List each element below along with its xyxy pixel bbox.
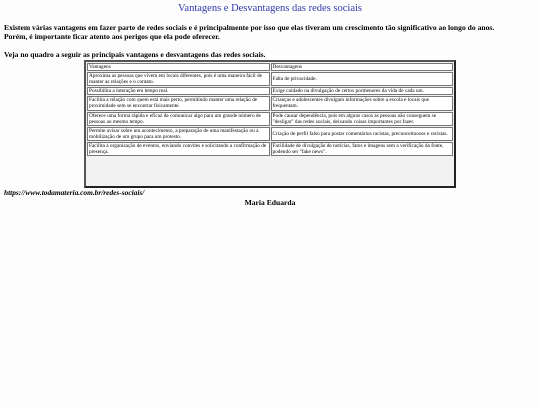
comparison-table-frame	[84, 60, 456, 188]
header-vantagens: Vantagens	[87, 63, 270, 71]
cell-vantagem: Permite avisar sobre um acontecimento, a preparação de uma manifestação ou a mobilização de um grupo para um protesto.	[87, 127, 270, 141]
cell-vantagem: Facilita a organização de eventos, enviando convites e solicitando a confirmação de presença.	[87, 142, 270, 156]
cell-vantagem: Aproxima as pessoas que vivem em locais diferentes, pois é uma maneira fácil de manter as relações e o contato.	[87, 72, 270, 86]
cell-vantagem: Oferece uma forma rápida e eficaz de comunicar algo para um grande número de pessoas ao mesmo tempo.	[87, 112, 270, 126]
intro-line-1: Existem várias vantagens em fazer parte de redes sociais e é principalmente por isso que elas tiveram um crescimento tão significativo ao longo do anos.	[4, 23, 495, 32]
cell-desvantagem: Crianças e adolescentes divulgam informações sobre a escola e locais que frequentam.	[271, 96, 454, 110]
table-row	[87, 87, 453, 95]
cell-desvantagem: Exige cuidado na divulgação de certos pormenores da vida de cada um.	[271, 87, 454, 95]
source-url: https://www.todamateria.com.br/redes-sociais/	[4, 188, 145, 197]
table-row	[87, 142, 453, 156]
cell-desvantagem: Facilidade de divulgação de notícias, fatos e imagens sem a verificação da fonte, podendo ser "fake news".	[271, 142, 454, 156]
cell-desvantagem: Falta de privacidade.	[271, 72, 454, 86]
cell-vantagem: Possibilita a interação em tempo real.	[87, 87, 270, 95]
table-row	[87, 112, 453, 126]
table-row	[87, 96, 453, 110]
cell-desvantagem: Criação de perfil falso para postar comentários racistas, preconceituosos e racistas.	[271, 127, 454, 141]
intro-line-2: Porém, é importante ficar atento aos perigos que ela pode oferecer.	[4, 32, 220, 42]
table-row	[87, 127, 453, 141]
page-title: Vantagens e Desvantagens das redes sociais	[178, 3, 362, 14]
table-row	[87, 72, 453, 86]
cell-desvantagem: Pode causar dependência, pois em alguns casos as pessoas não conseguem se "desligar" das redes sociais, deixando coisas importantes por fazer.	[271, 112, 454, 126]
intro-paragraph	[4, 23, 536, 41]
table-lead-text: Veja no quadro a seguir as principais vantagens e desvantagens das redes sociais.	[4, 50, 266, 60]
author-name: Maria Eduarda	[244, 198, 296, 207]
header-desvantagens: Desvantagens	[271, 63, 454, 71]
cell-vantagem: Facilita a relação com quem está mais perto, permitindo manter uma relação de proximidade sem se encontrar fisicamente.	[87, 96, 270, 110]
table-header-row	[87, 63, 453, 71]
comparison-table	[86, 62, 454, 157]
